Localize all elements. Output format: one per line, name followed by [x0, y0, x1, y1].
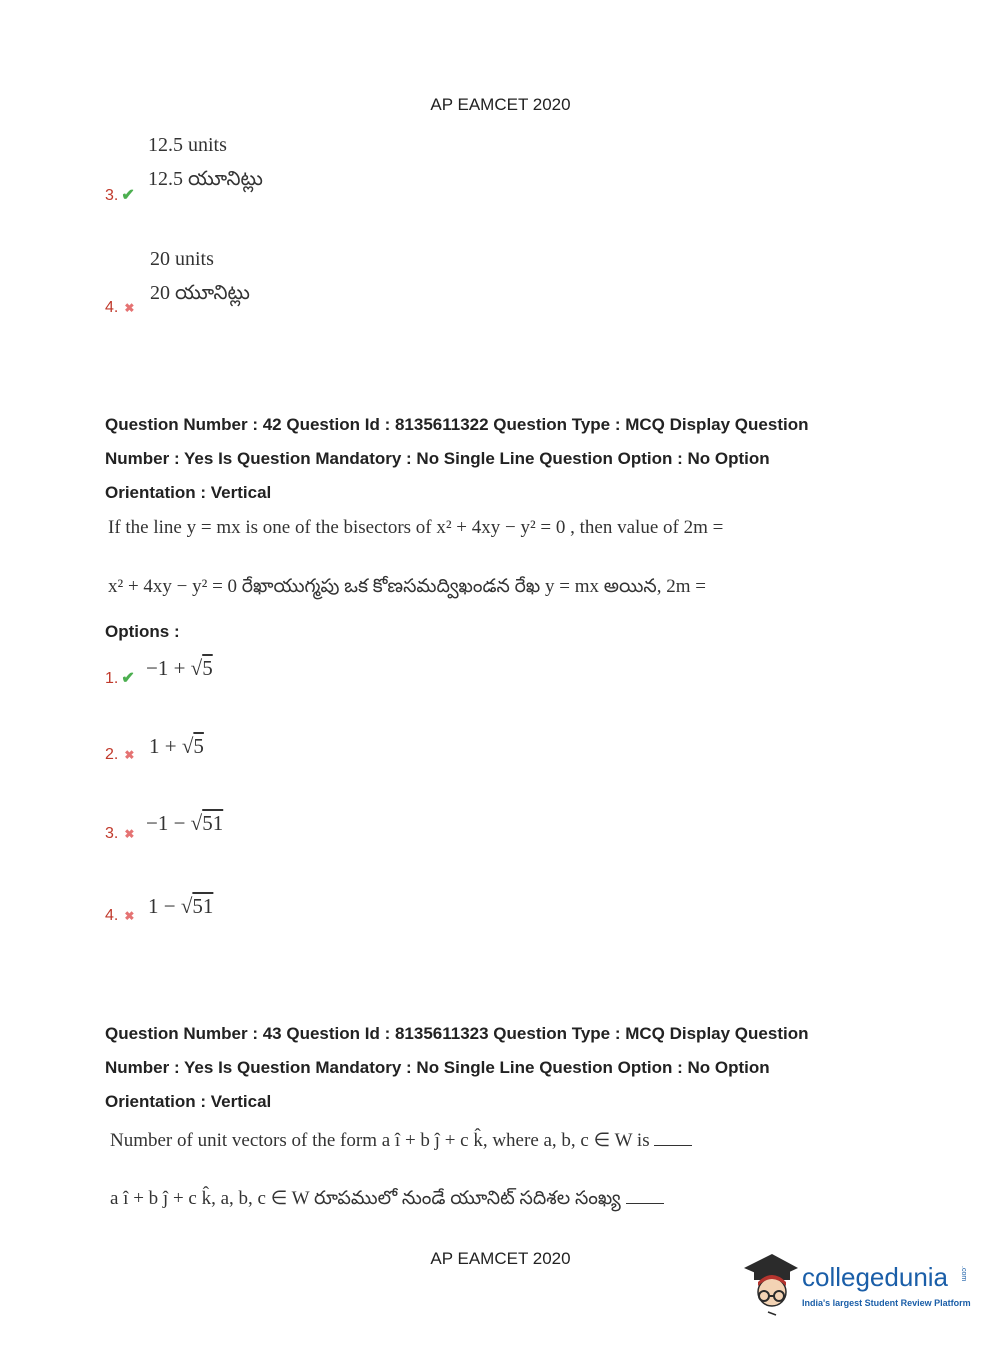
logo-tagline: India's largest Student Review Platform: [802, 1298, 971, 1308]
prev-option-3-marker: [105, 185, 135, 205]
q42-option-1: [105, 668, 135, 688]
q42-options-label: Options :: [105, 622, 180, 641]
option-radicand: 51: [202, 811, 224, 835]
option-expr: −1 + √: [146, 656, 203, 680]
option-radicand: 5: [202, 656, 213, 680]
option-number: 4.: [105, 907, 119, 924]
option-number: 3.: [105, 825, 119, 842]
q42-text-en: If the line y = mx is one of the bisectors of x² + 4xy − y² = 0 , then value of 2m =: [108, 517, 724, 538]
option-number: 3.: [105, 187, 119, 204]
q42-meta-line3: Orientation : Vertical: [105, 483, 272, 502]
q43-text-en: Number of unit vectors of the form a î + b ĵ + c k̂, where a, b, c ∈ W is: [110, 1130, 650, 1151]
cross-icon: ✖: [124, 827, 135, 841]
q43-meta: [105, 1017, 865, 1119]
q43-text-en-wrap: [110, 1129, 692, 1152]
q42-option-2: [105, 746, 134, 764]
option-radicand: 51: [192, 894, 214, 918]
prev-option-4-te: 20 యూనిట్లు: [150, 282, 250, 304]
option-expr: 1 + √: [149, 734, 194, 758]
prev-option-3-en: 12.5 units: [148, 134, 227, 156]
q42-option-4: [105, 907, 134, 925]
check-icon: ✔: [121, 670, 135, 687]
q42-text-te: x² + 4xy − y² = 0 రేఖాయుగ్మపు ఒక కోణసమద్విఖండన రేఖ y = mx అయిన, 2m =: [108, 576, 706, 597]
prev-option-3-te: 12.5 యూనిట్లు: [148, 168, 263, 190]
answer-blank: [654, 1129, 692, 1146]
q42-meta-line2: Number : Yes Is Question Mandatory : No Single Line Question Option : No Option: [105, 449, 770, 468]
q42-option-3: [105, 825, 134, 843]
q42-meta-line1: Question Number : 42 Question Id : 8135611322 Question Type : MCQ Display Question: [105, 415, 809, 434]
option-expr: −1 − √: [146, 811, 203, 835]
mascot-icon: [742, 1250, 800, 1316]
q42-option-2-value: [149, 734, 204, 759]
q42-option-3-value: [146, 811, 223, 836]
check-icon: ✔: [121, 187, 135, 204]
prev-option-4-en: 20 units: [150, 248, 214, 270]
logo-suffix: .com: [960, 1266, 967, 1282]
q43-meta-line3: Orientation : Vertical: [105, 1092, 272, 1111]
q43-text-te-wrap: [110, 1187, 664, 1214]
answer-blank: [626, 1187, 664, 1204]
collegedunia-logo: [742, 1250, 982, 1320]
option-radicand: 5: [193, 734, 204, 758]
q42-meta: [105, 408, 865, 510]
q42-option-4-value: [148, 894, 213, 919]
cross-icon: ✖: [124, 748, 135, 762]
page-footer: AP EAMCET 2020: [430, 1249, 571, 1268]
page-header: AP EAMCET 2020: [430, 95, 571, 114]
option-number: 1.: [105, 670, 119, 687]
logo-name: collegedunia: [802, 1262, 949, 1292]
option-number: 4.: [105, 299, 119, 316]
q43-meta-line2: Number : Yes Is Question Mandatory : No Single Line Question Option : No Option: [105, 1058, 770, 1077]
option-number: 2.: [105, 746, 119, 763]
option-expr: 1 − √: [148, 894, 193, 918]
prev-option-4-marker: [105, 299, 134, 317]
q43-text-te: a î + b ĵ + c k̂, a, b, c ∈ W రూపములో నుండే యూనిట్ సదిశల సంఖ్య: [110, 1188, 621, 1209]
q42-option-1-value: [146, 656, 213, 681]
cross-icon: ✖: [124, 909, 135, 923]
cross-icon: ✖: [124, 301, 135, 315]
q43-meta-line1: Question Number : 43 Question Id : 8135611323 Question Type : MCQ Display Question: [105, 1024, 809, 1043]
